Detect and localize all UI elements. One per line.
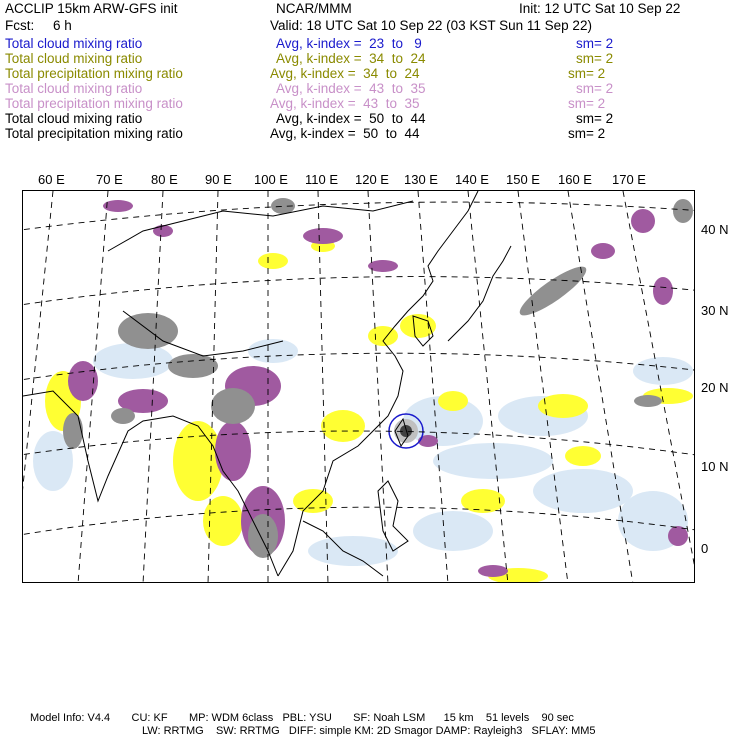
legend-avg: Avg, k-index = 34 to 24 xyxy=(270,66,420,81)
legend-sm: sm= 2 xyxy=(576,51,614,66)
lon-label: 160 E xyxy=(558,172,592,187)
lat-label: 20 N xyxy=(701,380,729,395)
lon-label: 80 E xyxy=(151,172,178,187)
forecast-hour: Fcst: 6 h xyxy=(5,18,72,33)
legend-sm: sm= 2 xyxy=(576,36,614,51)
valid-time: Valid: 18 UTC Sat 10 Sep 22 (03 KST Sun 11 Sep 22) xyxy=(270,18,592,33)
legend-avg: Avg, k-index = 43 to 35 xyxy=(276,81,426,96)
model-info-line2: LW: RRTMG SW: RRTMG DIFF: simple KM: 2D Smagor DAMP: Rayleigh3 SFLAY: MM5 xyxy=(142,725,596,737)
init-time: Init: 12 UTC Sat 10 Sep 22 xyxy=(519,1,681,16)
lon-label: 100 E xyxy=(254,172,288,187)
legend-sm: sm= 2 xyxy=(576,111,614,126)
lon-label: 60 E xyxy=(38,172,65,187)
lat-label: 30 N xyxy=(701,303,729,318)
legend-avg: Avg, k-index = 23 to 9 xyxy=(276,36,422,51)
legend-avg: Avg, k-index = 34 to 24 xyxy=(276,51,426,66)
lon-label: 170 E xyxy=(612,172,646,187)
lon-label: 140 E xyxy=(455,172,489,187)
legend-field: Total cloud mixing ratio xyxy=(5,111,143,126)
legend-avg: Avg, k-index = 50 to 44 xyxy=(276,111,426,126)
lon-label: 110 E xyxy=(305,172,339,187)
legend-field: Total cloud mixing ratio xyxy=(5,81,143,96)
typhoon-swirl xyxy=(389,414,423,448)
lat-label: 10 N xyxy=(701,459,729,474)
lon-label: 90 E xyxy=(205,172,232,187)
map-canvas xyxy=(23,191,695,583)
model-info-line1: Model Info: V4.4 CU: KF MP: WDM 6class PBL: YSU SF: Noah LSM 15 km 51 levels 90 sec xyxy=(30,712,574,724)
legend-sm: sm= 2 xyxy=(576,81,614,96)
lon-label: 150 E xyxy=(506,172,540,187)
lat-label: 40 N xyxy=(701,222,729,237)
legend-field: Total cloud mixing ratio xyxy=(5,36,143,51)
center-label: NCAR/MMM xyxy=(276,1,352,16)
purple-precip-fields xyxy=(68,200,688,577)
legend-avg: Avg, k-index = 50 to 44 xyxy=(270,126,420,141)
legend-sm: sm= 2 xyxy=(568,126,606,141)
lon-label: 130 E xyxy=(404,172,438,187)
lon-label: 70 E xyxy=(96,172,123,187)
legend-avg: Avg, k-index = 43 to 35 xyxy=(270,96,420,111)
legend-sm: sm= 2 xyxy=(568,66,606,81)
model-title: ACCLIP 15km ARW-GFS init xyxy=(5,1,178,16)
lat-label: 0 xyxy=(701,541,709,556)
map-panel xyxy=(22,190,695,583)
legend-field: Total precipitation mixing ratio xyxy=(5,96,183,111)
legend-field: Total precipitation mixing ratio xyxy=(5,66,183,81)
legend-field: Total precipitation mixing ratio xyxy=(5,126,183,141)
legend-sm: sm= 2 xyxy=(568,96,606,111)
legend-field: Total cloud mixing ratio xyxy=(5,51,143,66)
lon-label: 120 E xyxy=(355,172,389,187)
